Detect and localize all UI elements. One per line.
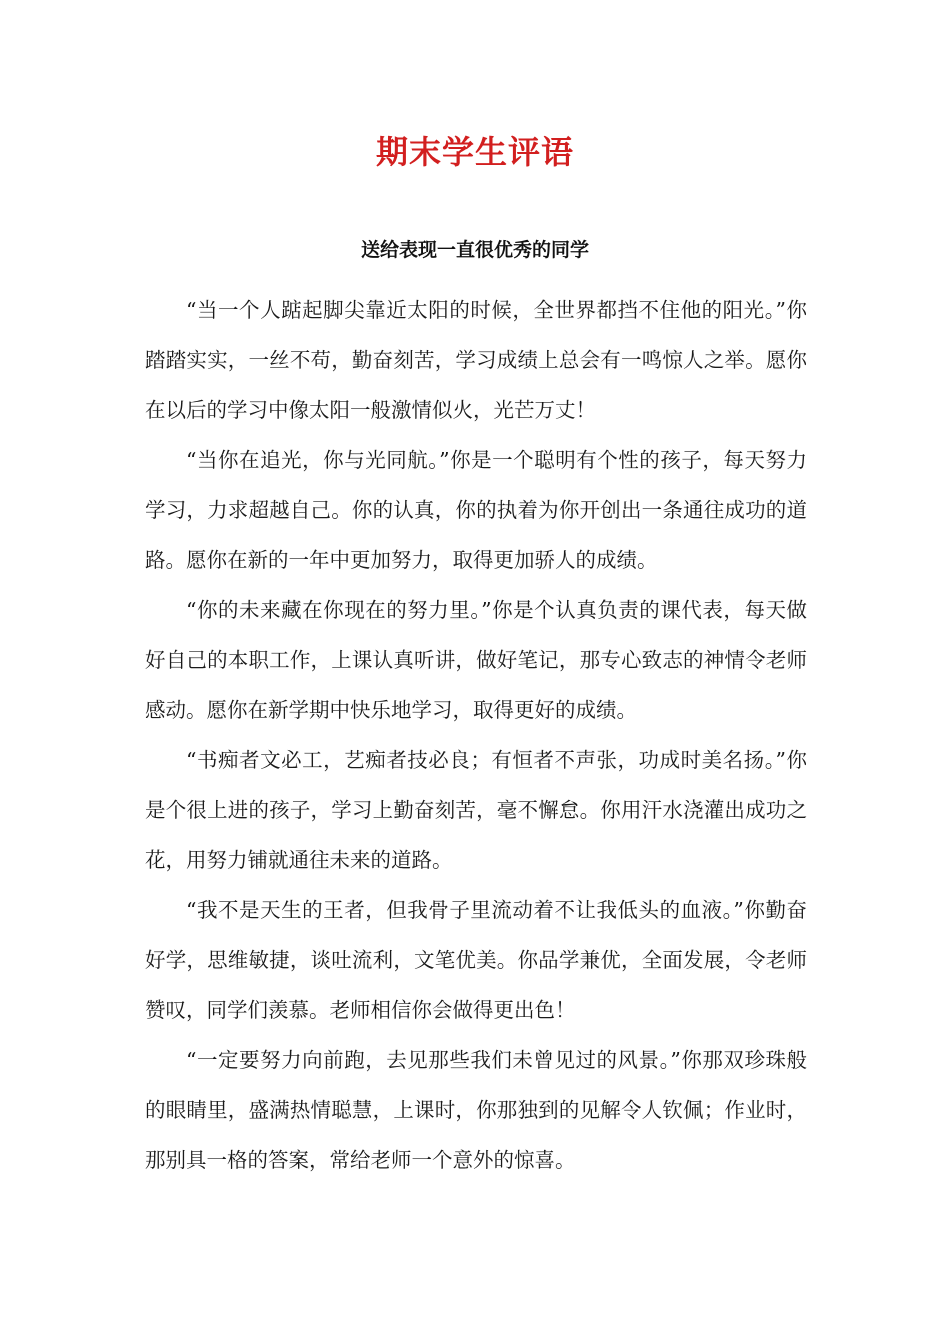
paragraph-2: “当你在追光，你与光同航。”你是一个聪明有个性的孩子，每天努力学习，力求超越自己。你的认真，你的执着为你开创出一条通往成功的道路。愿你在新的一年中更加努力，取得更加骄人的成绩。 — [145, 448, 807, 572]
paragraph-4: “书痴者文必工，艺痴者技必良；有恒者不声张，功成时美名扬。”你是个很上进的孩子，学习上勤奋刻苦，毫不懈怠。你用汗水浇灌出成功之花，用努力铺就通往未来的道路。 — [145, 748, 807, 872]
document-body — [145, 285, 807, 1185]
paragraph-3: “你的未来藏在你现在的努力里。”你是个认真负责的课代表，每天做好自己的本职工作，上课认真听讲，做好笔记，那专心致志的神情令老师感动。愿你在新学期中快乐地学习，取得更好的成绩。 — [145, 598, 807, 722]
paragraph-5: “我不是天生的王者，但我骨子里流动着不让我低头的血液。”你勤奋好学，思维敏捷，谈吐流利，文笔优美。你品学兼优，全面发展，令老师赞叹，同学们羡慕。老师相信你会做得更出色！ — [145, 898, 807, 1022]
document-title: 期末学生评语 — [375, 133, 574, 171]
document-subtitle: 送给表现一直很优秀的同学 — [360, 239, 589, 261]
paragraph-1: “当一个人踮起脚尖靠近太阳的时候，全世界都挡不住他的阳光。”你踏踏实实，一丝不苟，勤奋刻苦，学习成绩上总会有一鸣惊人之举。愿你在以后的学习中像太阳一般激情似火，光芒万丈！ — [145, 298, 807, 422]
paragraph-6: “一定要努力向前跑，去见那些我们未曾见过的风景。”你那双珍珠般的眼睛里，盛满热情聪慧，上课时，你那独到的见解令人钦佩；作业时，那别具一格的答案，常给老师一个意外的惊喜。 — [145, 1048, 807, 1172]
